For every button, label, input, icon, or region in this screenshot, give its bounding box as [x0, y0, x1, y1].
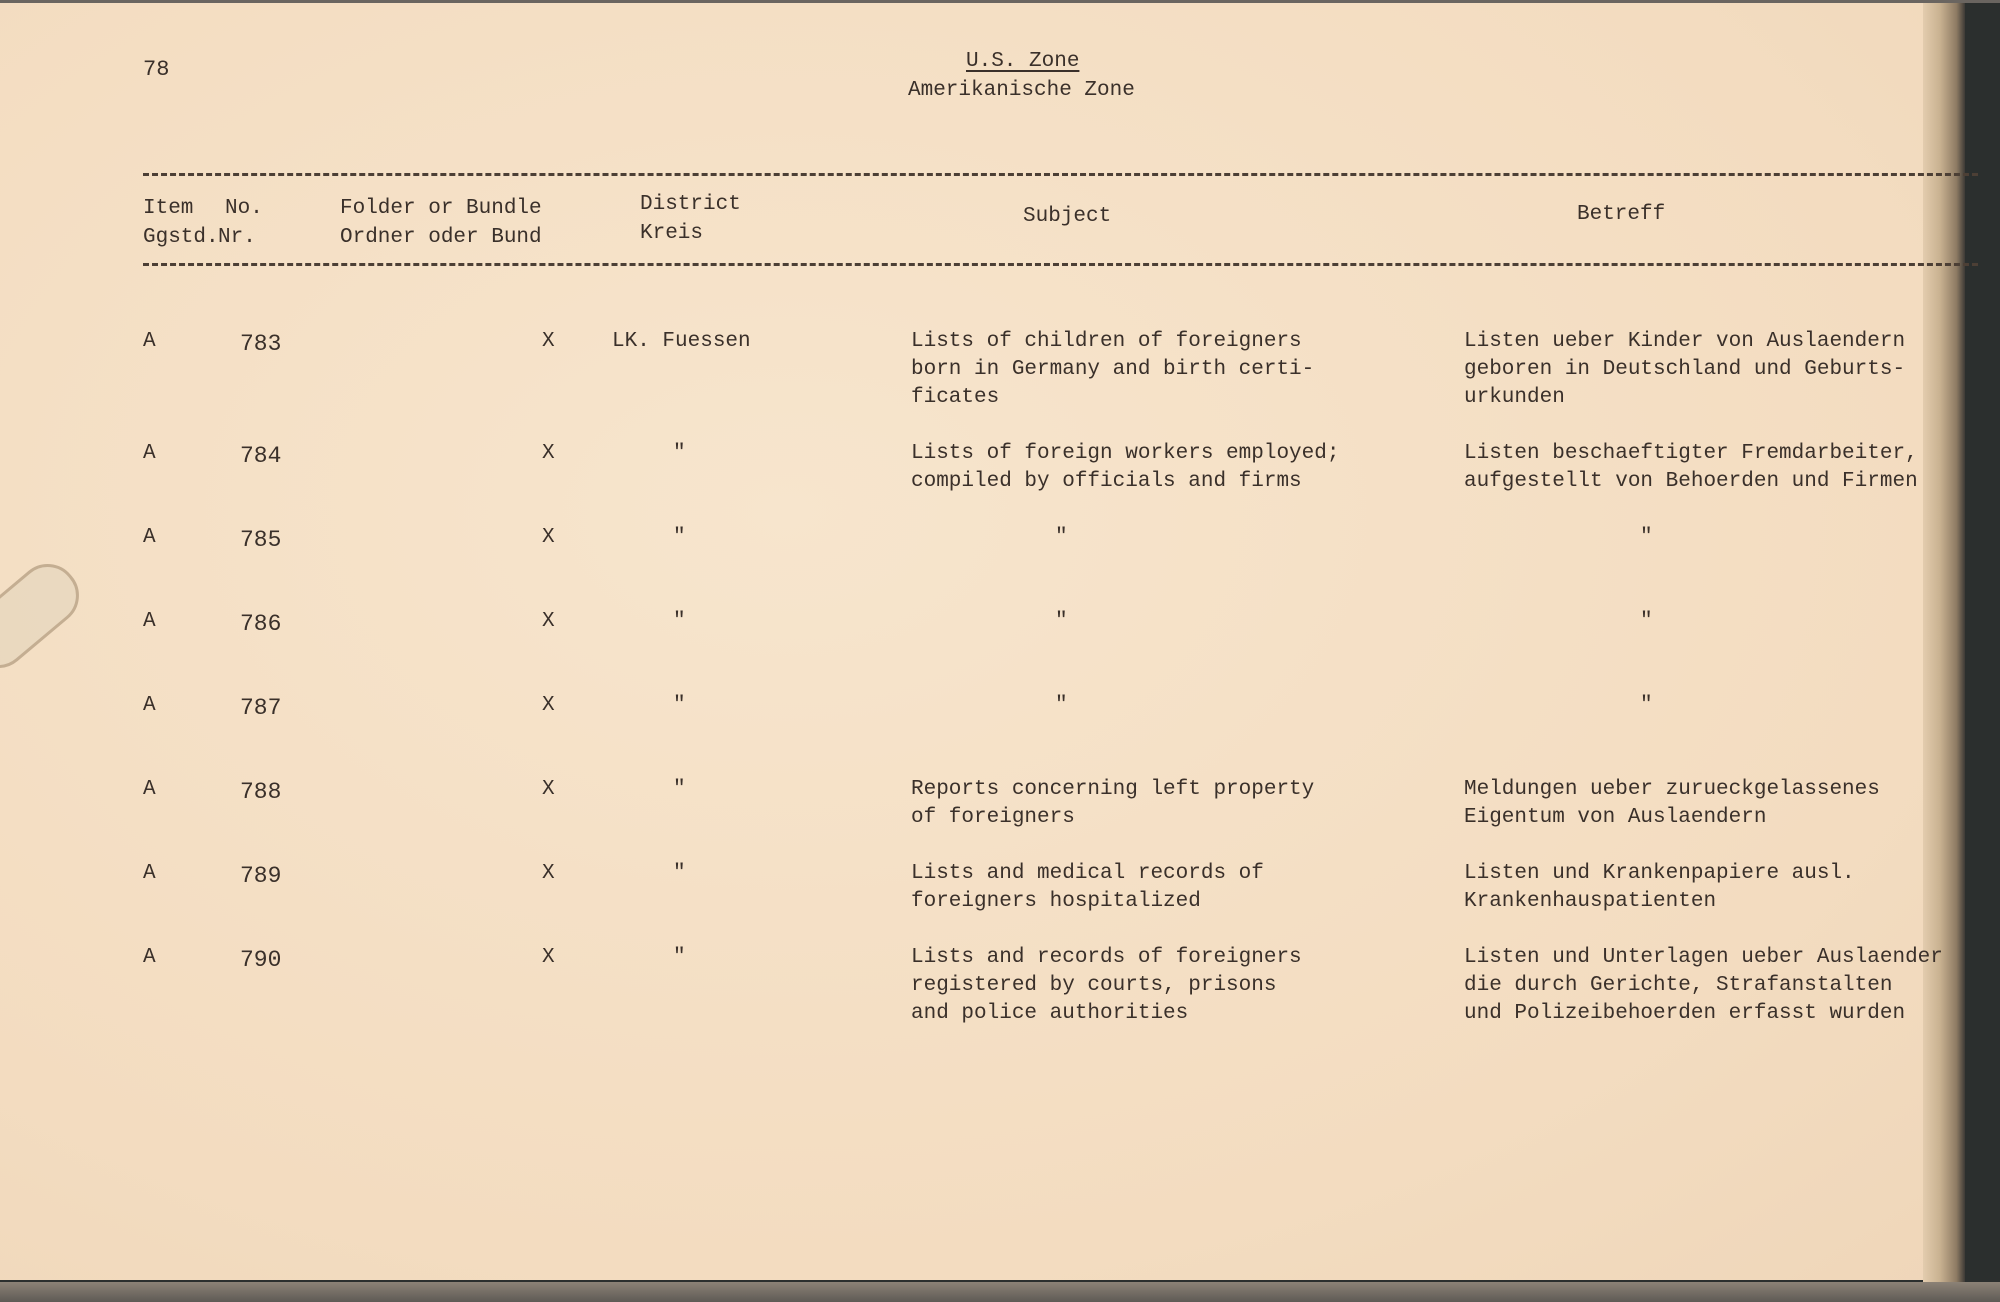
subject: " [1055, 610, 1068, 633]
district: " [673, 946, 686, 969]
betreff: Listen und Unterlagen ueber Auslaender die durch Gerichte, Strafanstalten und Polizeibehoerden erfasst wurden [1464, 946, 1943, 1025]
folder-mark: X [542, 610, 555, 633]
item-code: A [143, 778, 156, 801]
betreff: Listen und Krankenpapiere ausl. Krankenhauspatienten [1464, 862, 1855, 913]
item-number: 783 [240, 331, 282, 357]
header-betreff: Betreff [1577, 203, 1666, 226]
district: " [673, 526, 686, 549]
item-number: 786 [240, 611, 282, 637]
item-number: 790 [240, 947, 282, 973]
item-code: A [143, 694, 156, 717]
district: " [673, 862, 686, 885]
folder-mark: X [542, 862, 555, 885]
subject: Lists and records of foreigners registered by courts, prisons and police authorities [911, 946, 1302, 1025]
folder-mark: X [542, 442, 555, 465]
item-number: 784 [240, 443, 282, 469]
subject: Reports concerning left property of foreigners [911, 778, 1315, 829]
header-district-de: Kreis [640, 222, 704, 245]
header-subject: Subject [1023, 205, 1112, 228]
betreff: Listen ueber Kinder von Auslaendern geboren in Deutschland und Geburts- urkunden [1464, 330, 1906, 409]
header-district-en: District [640, 193, 741, 216]
betreff: " [1640, 694, 1653, 717]
header-folder-en: Folder or Bundle [340, 197, 542, 220]
betreff: Meldungen ueber zurueckgelassenes Eigentum von Auslaendern [1464, 778, 1880, 829]
item-number: 788 [240, 779, 282, 805]
item-code: A [143, 526, 156, 549]
district: " [673, 778, 686, 801]
district: " [673, 694, 686, 717]
subject: Lists of children of foreigners born in Germany and birth certi- ficates [911, 330, 1315, 409]
subject: Lists of foreign workers employed; compiled by officials and firms [911, 442, 1340, 493]
item-number: 787 [240, 695, 282, 721]
betreff: " [1640, 526, 1653, 549]
header-divider-top [143, 173, 1978, 176]
page-subtitle: Amerikanische Zone [908, 79, 1135, 102]
header-no-de: Nr. [218, 226, 256, 249]
betreff: Listen beschaeftigter Fremdarbeiter, aufgestellt von Behoerden und Firmen [1464, 442, 1918, 493]
item-code: A [143, 862, 156, 885]
page-number: 78 [143, 57, 170, 82]
district: LK. Fuessen [612, 330, 751, 353]
page-title: U.S. Zone [966, 50, 1080, 73]
header-no-en: No. [225, 197, 263, 220]
paper-clip [0, 552, 91, 680]
scan-border-top [0, 0, 2000, 3]
item-number: 785 [240, 527, 282, 553]
folder-mark: X [542, 526, 555, 549]
header-item-de: Ggstd. [143, 226, 219, 249]
subject: " [1055, 694, 1068, 717]
item-number: 789 [240, 863, 282, 889]
folder-mark: X [542, 946, 555, 969]
item-code: A [143, 330, 156, 353]
betreff: " [1640, 610, 1653, 633]
page-edge [1923, 0, 1965, 1282]
item-code: A [143, 946, 156, 969]
subject: Lists and medical records of foreigners hospitalized [911, 862, 1264, 913]
item-code: A [143, 610, 156, 633]
folder-mark: X [542, 694, 555, 717]
district: " [673, 610, 686, 633]
folder-mark: X [542, 778, 555, 801]
subject: " [1055, 526, 1068, 549]
header-folder-de: Ordner oder Bund [340, 226, 542, 249]
folder-mark: X [542, 330, 555, 353]
header-item-en: Item [143, 197, 194, 220]
item-code: A [143, 442, 156, 465]
header-divider-bottom [143, 263, 1978, 266]
district: " [673, 442, 686, 465]
scan-border-bottom [0, 1282, 2000, 1302]
